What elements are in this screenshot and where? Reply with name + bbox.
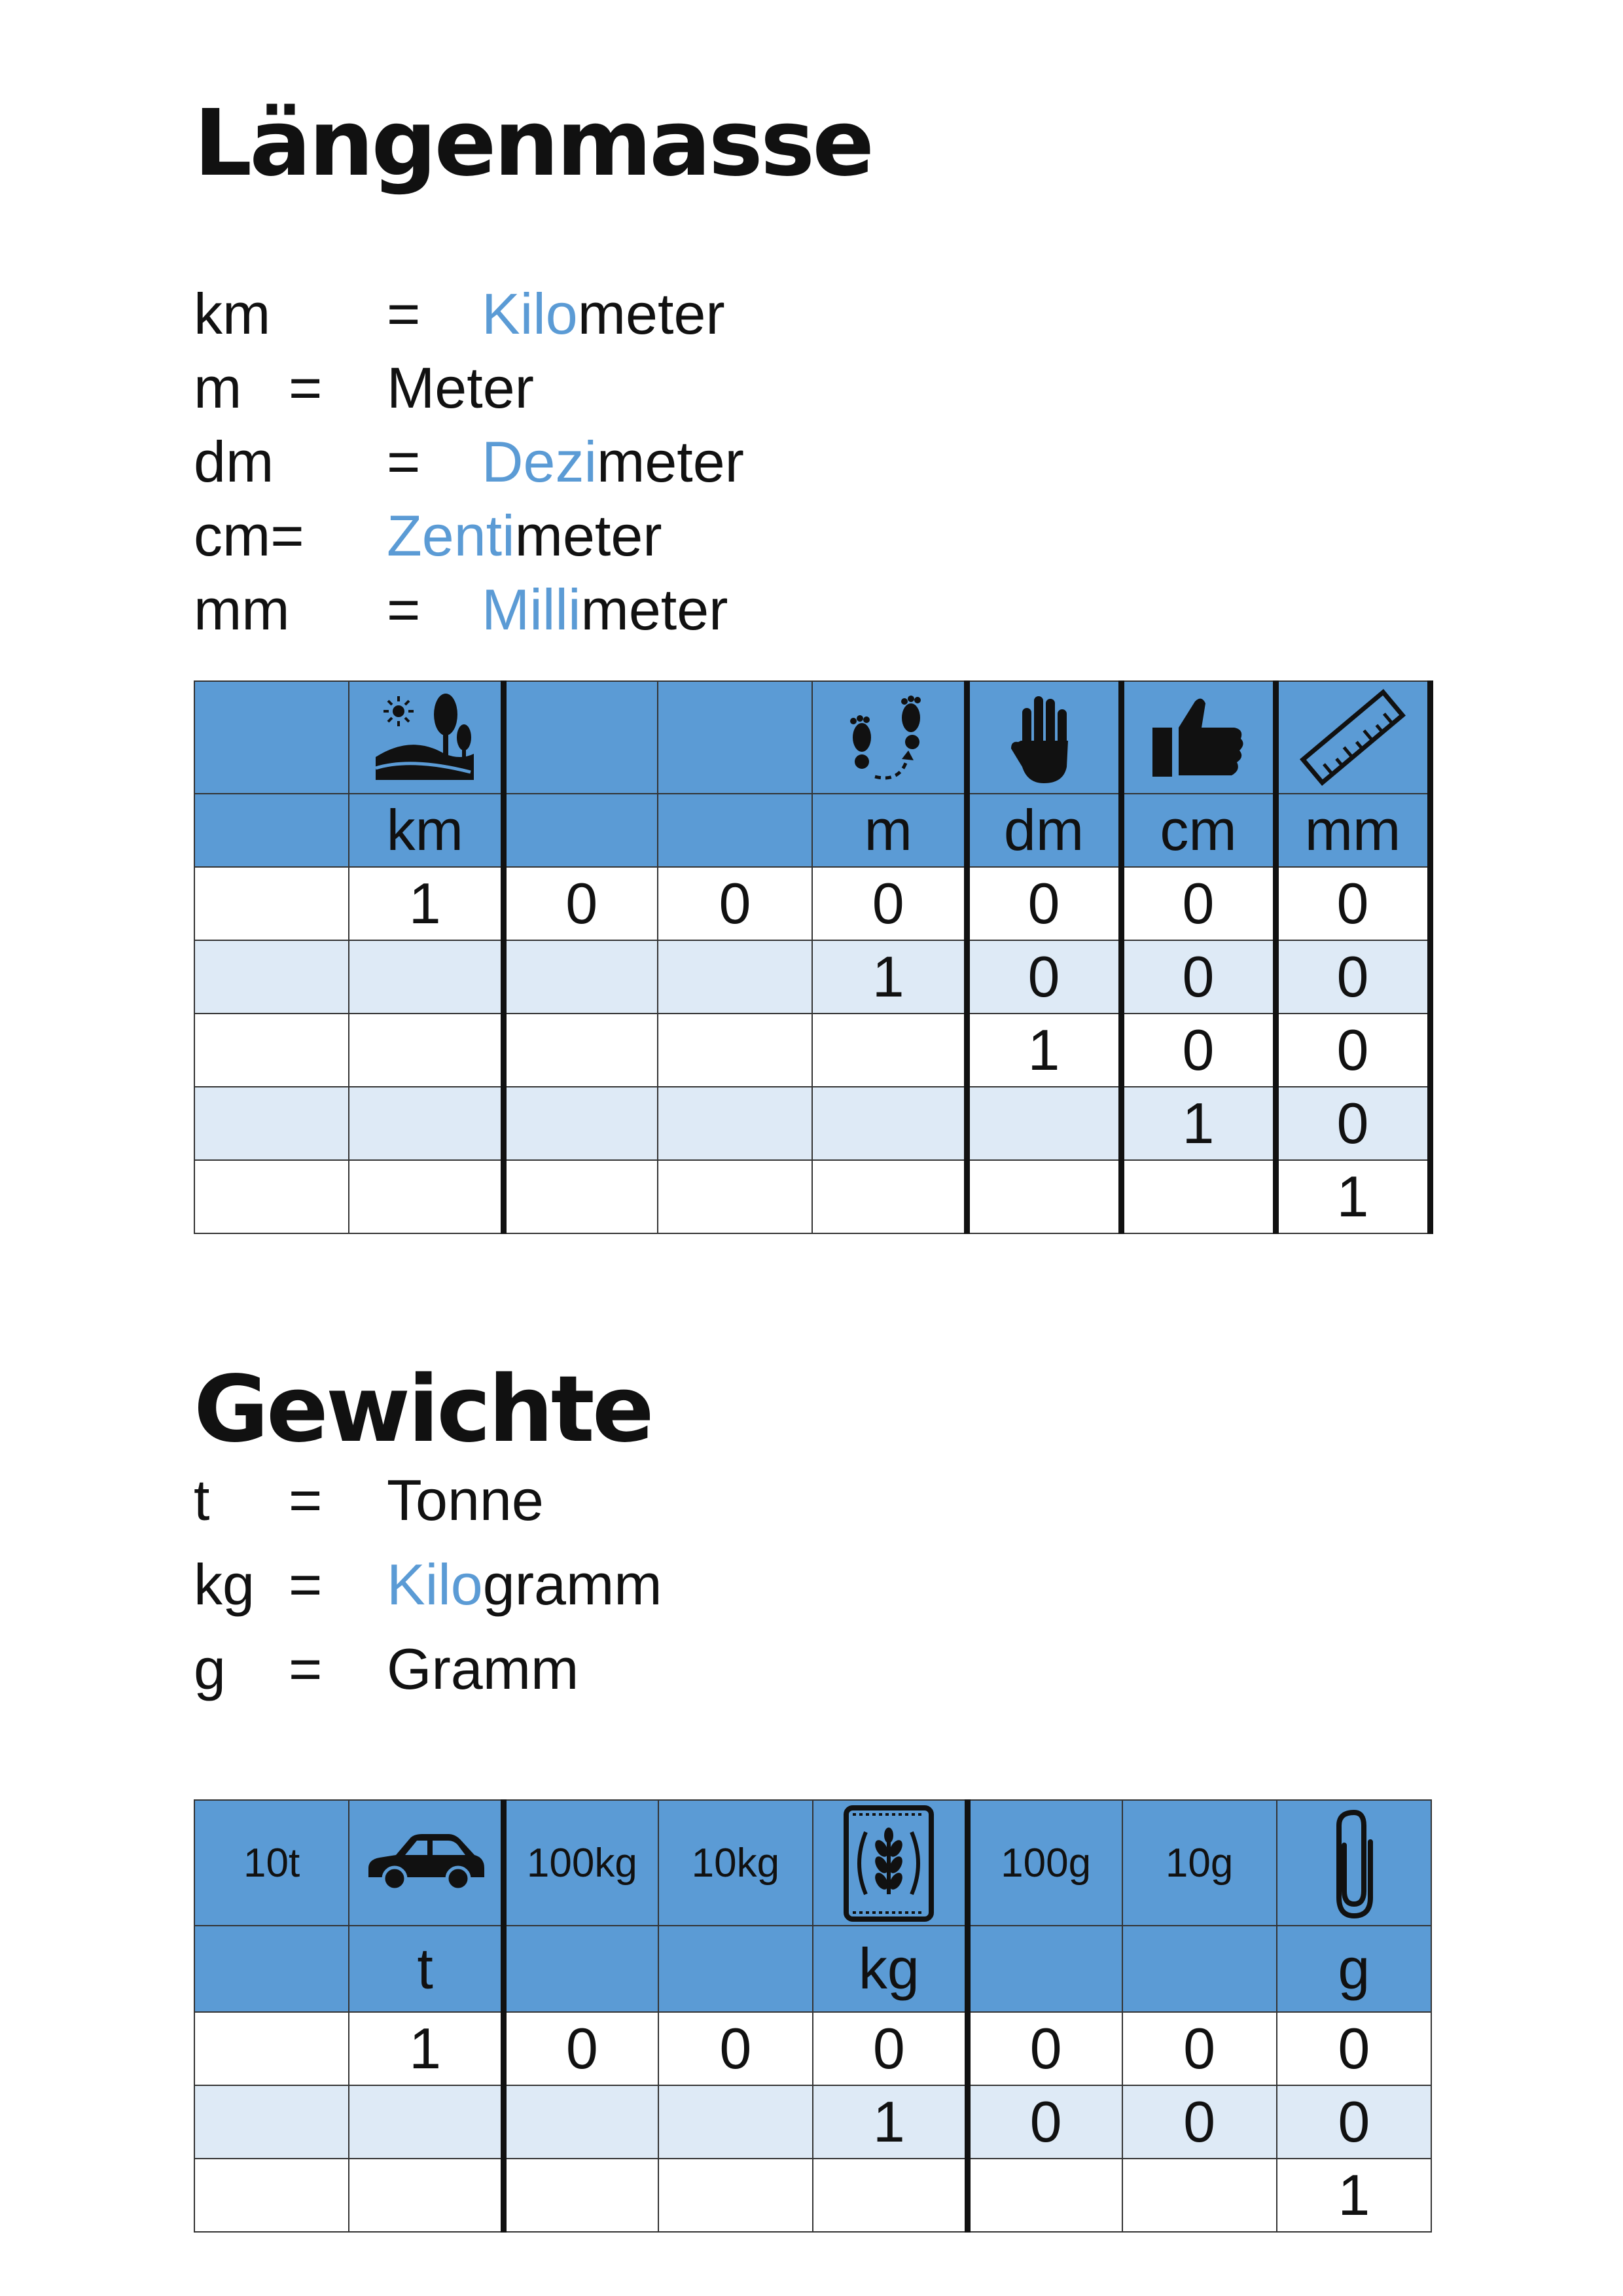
unit-g: g (1277, 1926, 1431, 2012)
unit-m: m (812, 794, 967, 867)
weight-header-row (194, 1800, 1431, 1926)
def-m: m = Meter (194, 355, 534, 420)
unit-kg: kg (813, 1926, 967, 2012)
header-100g: 100g (967, 1800, 1122, 1926)
def-mm: mm = Millimeter (194, 577, 728, 642)
table-row: 1 0 0 (194, 1014, 1430, 1087)
thumbs-up-icon (1149, 692, 1247, 783)
def-km: km = Kilometer (194, 281, 725, 346)
def-cm: cm= Zentimeter (194, 503, 662, 568)
def-kg: kg = Kilogramm (194, 1552, 662, 1617)
flour-bag-icon (840, 1803, 938, 1924)
header-10t: 10t (194, 1800, 349, 1926)
unit-t: t (349, 1926, 503, 2012)
table-row: 1 0 (194, 1087, 1430, 1160)
paperclip-icon (1325, 1806, 1383, 1920)
header-10g: 10g (1122, 1800, 1277, 1926)
footprints-icon (839, 688, 937, 786)
table-row: 1 0 0 0 0 0 0 (194, 867, 1430, 940)
header-10kg: 10kg (658, 1800, 813, 1926)
def-t: t = Tonne (194, 1468, 544, 1532)
unit-mm: mm (1275, 794, 1430, 867)
unit-cm: cm (1121, 794, 1275, 867)
table-row: 1 (194, 2159, 1431, 2232)
table-row: 1 (194, 1160, 1430, 1233)
unit-dm: dm (967, 794, 1121, 867)
length-icon-row (194, 681, 1430, 794)
table-row: 1 0 0 0 0 0 0 (194, 2012, 1431, 2085)
ruler-icon (1297, 688, 1408, 786)
weight-place-value-table (194, 1799, 1432, 2233)
title-laengenmasse: Längenmasse (194, 90, 872, 197)
hand-icon (1008, 688, 1080, 786)
length-unit-row (194, 794, 1430, 867)
car-icon (363, 1830, 488, 1896)
header-100kg: 100kg (504, 1800, 658, 1926)
table-row: 1 0 0 0 (194, 2085, 1431, 2159)
length-place-value-table (194, 680, 1433, 1234)
table-row: 1 0 0 0 (194, 940, 1430, 1014)
weight-unit-row (194, 1926, 1431, 2012)
unit-km: km (349, 794, 503, 867)
title-gewichte: Gewichte (194, 1356, 652, 1463)
landscape-icon (372, 688, 477, 786)
def-dm: dm = Dezimeter (194, 429, 744, 494)
def-g: g = Gramm (194, 1636, 579, 1701)
